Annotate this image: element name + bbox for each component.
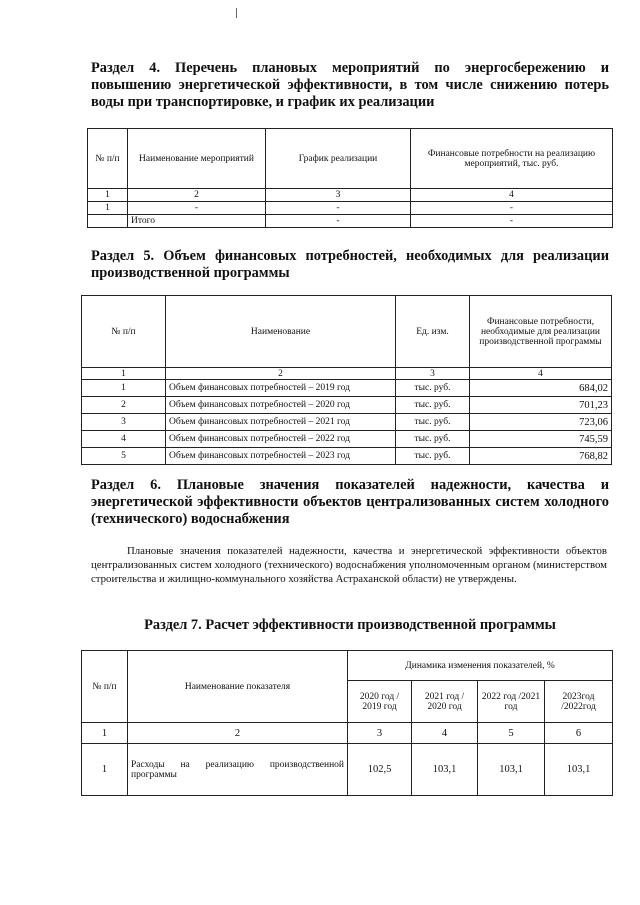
section-5-table	[81, 295, 612, 465]
table-cell: 103,1	[412, 744, 478, 796]
index-cell: 3	[396, 368, 470, 380]
section-5-title: Раздел 5. Объем финансовых потребностей, необходимых для реализации производственной программы	[91, 248, 609, 281]
period-header: 2023год /2022год	[545, 681, 613, 723]
header-cell: № п/п	[82, 651, 128, 723]
index-cell: 5	[478, 723, 545, 744]
table-cell: 5	[82, 448, 166, 465]
table-cell: 103,1	[478, 744, 545, 796]
table-row	[82, 397, 612, 414]
header-cell: № п/п	[88, 129, 128, 189]
scan-mark	[236, 8, 237, 18]
section-6-title: Раздел 6. Плановые значения показателей надежности, качества и энергетической эффективности объектов централизованных систем холодного (технического) водоснабжения	[91, 477, 609, 527]
index-cell: 2	[128, 723, 348, 744]
table-cell: 1	[88, 202, 128, 215]
table-cell: 1	[82, 380, 166, 397]
table-row	[82, 744, 613, 796]
table-cell: тыс. руб.	[396, 397, 470, 414]
dynamics-header: Динамика изменения показателей, %	[348, 651, 613, 681]
table-cell: 701,23	[470, 397, 612, 414]
table-cell: Итого	[128, 215, 266, 228]
header-cell: График реализации	[266, 129, 411, 189]
table-cell: 684,02	[470, 380, 612, 397]
table-row	[82, 380, 612, 397]
period-header: 2022 год /2021 год	[478, 681, 545, 723]
index-cell: 4	[412, 723, 478, 744]
table-cell: 2	[82, 397, 166, 414]
table-cell: -	[128, 202, 266, 215]
index-cell: 3	[348, 723, 412, 744]
table-cell: тыс. руб.	[396, 414, 470, 431]
table-cell: 768,82	[470, 448, 612, 465]
table-cell: Расходы на реализацию производственной программы	[128, 744, 348, 796]
header-cell: № п/п	[82, 296, 166, 368]
header-cell: Финансовые потребности на реализацию мероприятий, тыс. руб.	[411, 129, 613, 189]
table-cell: 723,06	[470, 414, 612, 431]
table-cell: -	[266, 202, 411, 215]
table-cell: 4	[82, 431, 166, 448]
table-cell: 1	[82, 744, 128, 796]
header-cell: Финансовые потребности, необходимые для реализации производственной программы	[470, 296, 612, 368]
index-cell: 1	[82, 368, 166, 380]
header-cell: Наименование	[166, 296, 396, 368]
period-header: 2020 год / 2019 год	[348, 681, 412, 723]
section-6-paragraph: Плановые значения показателей надежности, качества и энергетической эффективности объектов централизованных систем холодного (технического) водоснабжения уполномоченным органом (министерством строительства и жилищно-коммунального хозяйства Астраханской области) не утверждены.	[91, 545, 607, 585]
table-cell: тыс. руб.	[396, 380, 470, 397]
index-cell: 1	[88, 189, 128, 202]
table-cell: 745,59	[470, 431, 612, 448]
table-cell: Объем финансовых потребностей – 2021 год	[166, 414, 396, 431]
header-cell: Наименование мероприятий	[128, 129, 266, 189]
period-header: 2021 год / 2020 год	[412, 681, 478, 723]
table-cell: 103,1	[545, 744, 613, 796]
table-header-row	[82, 296, 612, 368]
table-cell: Объем финансовых потребностей – 2023 год	[166, 448, 396, 465]
table-row	[82, 448, 612, 465]
index-cell: 2	[166, 368, 396, 380]
header-cell: Ед. изм.	[396, 296, 470, 368]
table-header-row	[88, 129, 613, 189]
table-row	[82, 431, 612, 448]
table-cell: -	[266, 215, 411, 228]
table-index-row	[82, 723, 613, 744]
index-cell: 2	[128, 189, 266, 202]
table-cell	[88, 215, 128, 228]
table-row	[82, 414, 612, 431]
table-cell: тыс. руб.	[396, 448, 470, 465]
table-row-total	[88, 215, 613, 228]
table-index-row	[82, 368, 612, 380]
table-index-row	[88, 189, 613, 202]
section-4-title: Раздел 4. Перечень плановых мероприятий по энергосбережению и повышению энергетической эффективности, в том числе снижению потерь воды при транспортировке, и график их реализации	[91, 60, 609, 110]
table-cell: Объем финансовых потребностей – 2022 год	[166, 431, 396, 448]
index-cell: 1	[82, 723, 128, 744]
table-row	[88, 202, 613, 215]
table-cell: тыс. руб.	[396, 431, 470, 448]
table-cell: 3	[82, 414, 166, 431]
index-cell: 4	[411, 189, 613, 202]
header-cell: Наименование показателя	[128, 651, 348, 723]
table-cell: -	[411, 215, 613, 228]
table-cell: -	[411, 202, 613, 215]
index-cell: 3	[266, 189, 411, 202]
table-cell: Объем финансовых потребностей – 2019 год	[166, 380, 396, 397]
section-7-title: Раздел 7. Расчет эффективности производственной программы	[144, 617, 556, 633]
section-4-table	[87, 128, 613, 228]
table-cell: 102,5	[348, 744, 412, 796]
index-cell: 6	[545, 723, 613, 744]
index-cell: 4	[470, 368, 612, 380]
section-7-table	[81, 650, 613, 796]
table-cell: Объем финансовых потребностей – 2020 год	[166, 397, 396, 414]
